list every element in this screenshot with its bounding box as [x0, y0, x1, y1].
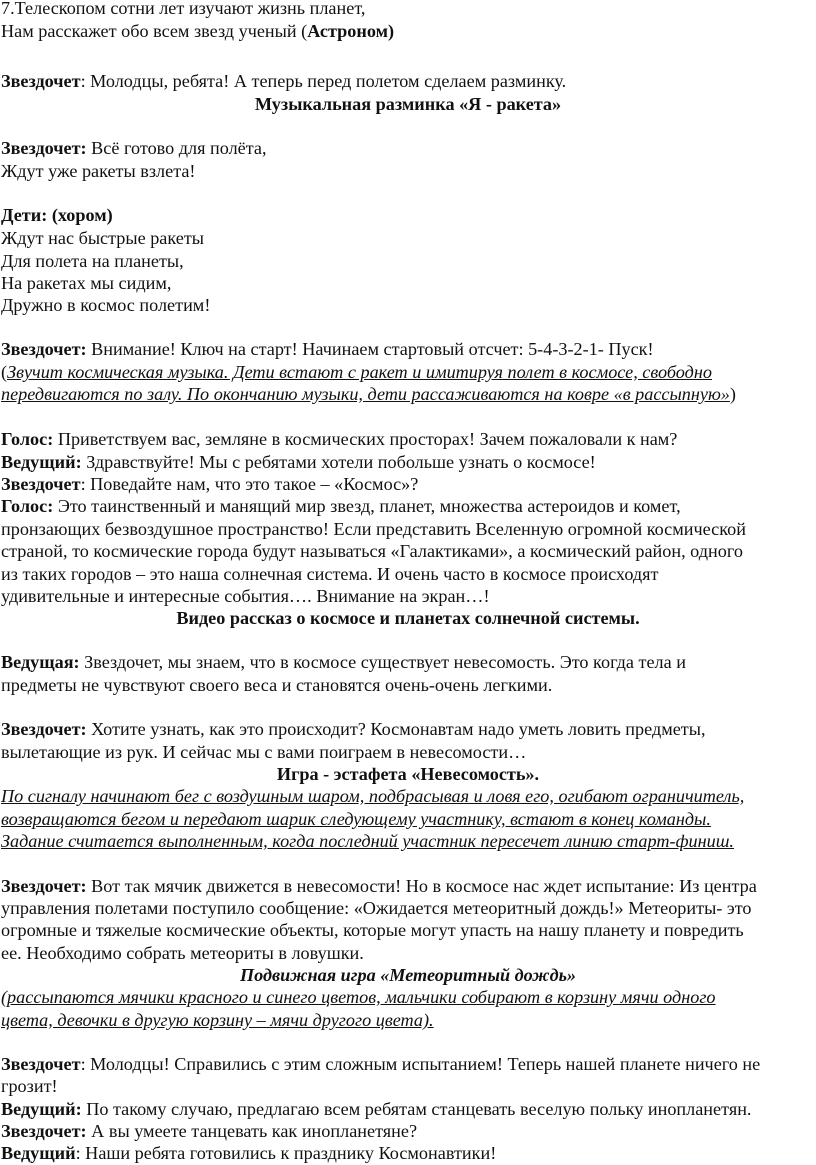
dialogue-line: Ведущий: Наши ребята готовились к празднику Космонавтики!: [1, 1143, 497, 1163]
poem-line: Дружно в космос полетим!: [1, 295, 211, 315]
dialogue-line: Голос: Это таинственный и манящий мир звезд, планет, множества астероидов и комет,: [1, 496, 681, 516]
dialogue-line: Звездочет: Внимание! Ключ на старт! Начинаем стартовый отсчет: 5-4-3-2-1- Пуск!: [1, 339, 654, 359]
text-line: из таких городов – это наша солнечная система. И очень часто в космосе происходят: [1, 564, 659, 584]
dialogue-line: Звездочет: Молодцы, ребята! А теперь перед полетом сделаем разминку.: [1, 71, 567, 91]
text-line: огромные и тяжелые космические объекты, которые могут упасть на нашу планету и повредить: [1, 920, 744, 940]
text-line: вылетающие из рук. И сейчас мы с вами поиграем в невесомости…: [1, 742, 527, 762]
text-line: удивительные и интересные события…. Внимание на экран…!: [1, 586, 490, 606]
text-line: страной, то космические города будут называться «Галактиками», а космический район, одного: [1, 541, 743, 561]
dialogue-line: Ведущая: Звездочет, мы знаем, что в космосе существует невесомость. Это когда тела и: [1, 652, 686, 672]
poem-line: Для полета на планеты,: [1, 251, 184, 271]
section-heading: Игра - эстафета «Невесомость».: [276, 764, 540, 784]
speaker-line: Дети: (хором): [1, 205, 113, 225]
text-line: пронзающих безвоздушное пространство! Если представить Вселенную огромной космической: [1, 519, 746, 539]
section-heading: Музыкальная разминка «Я - ракета»: [254, 94, 562, 114]
dialogue-line: Ведущий: Здравствуйте! Мы с ребятами хотели побольше узнать о космосе!: [1, 452, 596, 472]
dialogue-line: Звездочет: Всё готово для полёта,: [1, 138, 267, 158]
remark-line: (Звучит космическая музыка. Дети встают с ракет и имитируя полет в космосе, свободно: [1, 362, 712, 382]
text-line: Ждут уже ракеты взлета!: [1, 161, 196, 181]
section-heading: Видео рассказ о космосе и планетах солнечной системы.: [176, 608, 640, 628]
remark-line: По сигналу начинают бег с воздушным шаром, подбрасывая и ловя его, огибают ограничитель,: [1, 786, 745, 806]
section-heading: Подвижная игра «Метеоритный дождь»: [239, 965, 577, 985]
remark-line: передвигаются по залу. По окончанию музыки, дети рассаживаются на ковре «в рассыпную»): [1, 384, 736, 404]
text-line: управления полетами поступило сообщение: «Ожидается метеоритный дождь!» Метеориты- это: [1, 898, 752, 918]
dialogue-line: Голос: Приветствуем вас, земляне в космических просторах! Зачем пожаловали к нам?: [1, 429, 678, 449]
poem-line: 7.Телескопом сотни лет изучают жизнь планет,: [1, 0, 366, 18]
dialogue-line: Звездочет: Молодцы! Справились с этим сложным испытанием! Теперь нашей планете ничего не: [1, 1054, 761, 1074]
text-line: ее. Необходимо собрать метеориты в ловушки.: [1, 943, 364, 963]
remark-line: Задание считается выполненным, когда последний участник пересечет линию старт-финиш.: [1, 831, 734, 851]
remark-line: возвращаются бегом и передают шарик следующему участнику, встают в конец команды.: [1, 809, 711, 829]
dialogue-line: Ведущий: По такому случаю, предлагаю всем ребятам станцевать веселую польку инопланетян.: [1, 1099, 752, 1119]
dialogue-line: Звездочет: Поведайте нам, что это такое – «Космос»?: [1, 474, 419, 494]
text-line: предметы не чувствуют своего веса и становятся очень-очень легкими.: [1, 675, 553, 695]
poem-line: Ждут нас быстрые ракеты: [1, 228, 205, 248]
dialogue-line: Звездочет: Хотите узнать, как это происходит? Космонавтам надо уметь ловить предметы,: [1, 719, 706, 739]
dialogue-line: Звездочет: А вы умеете танцевать как инопланетяне?: [1, 1121, 418, 1141]
dialogue-line: Звездочет: Вот так мячик движется в невесомости! Но в космосе нас ждет испытание: Из центра: [1, 876, 757, 896]
poem-line: Нам расскажет обо всем звезд ученый (Астроном): [1, 21, 395, 41]
text-line: грозит!: [1, 1076, 58, 1096]
poem-line: На ракетах мы сидим,: [1, 273, 172, 293]
remark-line: цвета, девочки в другую корзину – мячи другого цвета).: [1, 1010, 434, 1030]
remark-line: (рассыпаются мячики красного и синего цветов, мальчики собирают в корзину мячи одного: [1, 987, 716, 1007]
